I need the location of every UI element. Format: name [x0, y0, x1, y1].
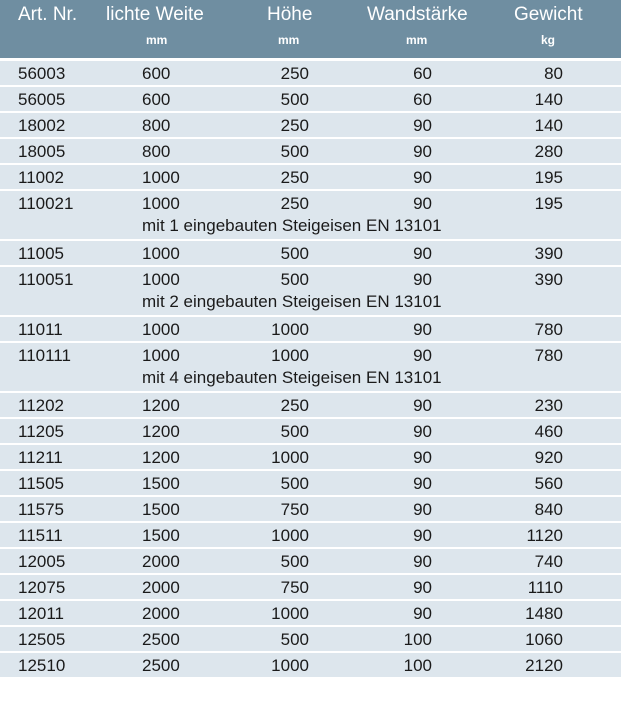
cell-hoehe: 250 — [280, 194, 309, 213]
table-row — [0, 653, 621, 679]
cell-lichte-weite: 1500 — [142, 526, 180, 545]
header-art-nr: Art. Nr. — [18, 4, 78, 25]
cell-lichte-weite: 1000 — [142, 320, 180, 339]
cell-lichte-weite: 2000 — [142, 552, 180, 571]
cell-art-nr: 11202 — [18, 396, 65, 415]
table-row — [0, 113, 621, 139]
cell-lichte-weite: 2500 — [142, 630, 180, 649]
cell-gewicht: 740 — [534, 552, 563, 571]
table-row — [0, 549, 621, 575]
cell-lichte-weite: 800 — [142, 116, 171, 135]
cell-wandstaerke: 100 — [403, 656, 432, 675]
cell-hoehe: 750 — [280, 578, 309, 597]
cell-lichte-weite: 600 — [142, 64, 171, 83]
cell-gewicht: 920 — [534, 448, 563, 467]
cell-wandstaerke: 90 — [413, 552, 432, 571]
table-row — [0, 317, 621, 343]
cell-wandstaerke: 90 — [413, 578, 432, 597]
cell-gewicht: 390 — [534, 244, 563, 263]
cell-art-nr: 110111 — [18, 346, 71, 365]
cell-art-nr: 18002 — [18, 116, 66, 135]
cell-wandstaerke: 90 — [413, 346, 432, 365]
cell-gewicht: 230 — [534, 396, 563, 415]
cell-note: mit 2 eingebauten Steigeisen EN 13101 — [142, 292, 442, 311]
cell-gewicht: 1060 — [525, 630, 563, 649]
cell-hoehe: 500 — [280, 552, 309, 571]
cell-gewicht: 390 — [534, 270, 563, 289]
header-gewicht: Gewicht — [514, 4, 583, 25]
cell-art-nr: 12005 — [18, 552, 66, 571]
cell-wandstaerke: 90 — [413, 604, 432, 623]
cell-gewicht: 1110 — [527, 578, 563, 597]
cell-gewicht: 460 — [534, 422, 563, 441]
cell-art-nr: 12510 — [18, 656, 66, 675]
table-row — [0, 61, 621, 87]
header-lichte-weite: lichte Weite — [106, 4, 204, 25]
cell-hoehe: 1000 — [271, 320, 309, 339]
cell-lichte-weite: 2500 — [142, 656, 180, 675]
cell-art-nr: 56003 — [18, 64, 66, 83]
table-row — [0, 191, 621, 241]
cell-hoehe: 250 — [280, 396, 309, 415]
cell-lichte-weite: 2000 — [142, 578, 180, 597]
cell-lichte-weite: 1500 — [142, 500, 180, 519]
cell-art-nr: 110021 — [18, 194, 74, 213]
cell-wandstaerke: 90 — [413, 270, 432, 289]
table-row — [0, 575, 621, 601]
cell-gewicht: 780 — [534, 320, 563, 339]
cell-hoehe: 500 — [280, 422, 309, 441]
table-row — [0, 601, 621, 627]
cell-art-nr: 12011 — [18, 604, 65, 623]
table-row — [0, 419, 621, 445]
cell-lichte-weite: 1200 — [142, 422, 180, 441]
cell-art-nr: 110051 — [18, 270, 74, 289]
cell-hoehe: 500 — [280, 244, 309, 263]
cell-gewicht: 80 — [544, 64, 563, 83]
cell-lichte-weite: 1000 — [142, 194, 180, 213]
cell-hoehe: 250 — [280, 64, 309, 83]
cell-gewicht: 140 — [534, 116, 563, 135]
cell-gewicht: 1480 — [525, 604, 563, 623]
cell-hoehe: 1000 — [271, 346, 309, 365]
cell-lichte-weite: 1500 — [142, 474, 180, 493]
cell-art-nr: 18005 — [18, 142, 66, 161]
cell-hoehe: 750 — [280, 500, 309, 519]
cell-note: mit 1 eingebauten Steigeisen EN 13101 — [142, 216, 442, 235]
cell-art-nr: 11005 — [18, 244, 65, 263]
cell-gewicht: 195 — [534, 168, 563, 187]
cell-art-nr: 11211 — [18, 448, 63, 467]
cell-art-nr: 11002 — [18, 168, 65, 187]
header-hoehe: Höhe — [267, 4, 313, 25]
header-gewicht-unit: kg — [541, 33, 556, 47]
cell-hoehe: 500 — [280, 474, 309, 493]
cell-art-nr: 11011 — [18, 320, 63, 339]
table-row — [0, 627, 621, 653]
cell-hoehe: 500 — [280, 90, 309, 109]
table-row — [0, 471, 621, 497]
header-wandstaerke-unit: mm — [406, 33, 428, 47]
table-row — [0, 241, 621, 267]
cell-art-nr: 11575 — [18, 500, 65, 519]
cell-wandstaerke: 90 — [413, 116, 432, 135]
cell-wandstaerke: 100 — [403, 630, 432, 649]
cell-gewicht: 840 — [534, 500, 563, 519]
cell-lichte-weite: 2000 — [142, 604, 180, 623]
cell-wandstaerke: 60 — [413, 64, 432, 83]
cell-hoehe: 500 — [280, 142, 309, 161]
table-row — [0, 497, 621, 523]
cell-hoehe: 1000 — [271, 448, 309, 467]
table-row — [0, 343, 621, 393]
header-hoehe-unit: mm — [278, 33, 300, 47]
cell-hoehe: 500 — [280, 270, 309, 289]
cell-lichte-weite: 1000 — [142, 244, 180, 263]
cell-art-nr: 11205 — [18, 422, 65, 441]
cell-gewicht: 560 — [534, 474, 563, 493]
cell-art-nr: 12505 — [18, 630, 66, 649]
cell-gewicht: 2120 — [525, 656, 563, 675]
header-lichte-weite-unit: mm — [146, 33, 168, 47]
table-row — [0, 523, 621, 549]
cell-art-nr: 12075 — [18, 578, 66, 597]
cell-art-nr: 56005 — [18, 90, 66, 109]
cell-wandstaerke: 90 — [413, 474, 432, 493]
cell-wandstaerke: 90 — [413, 168, 432, 187]
cell-art-nr: 11505 — [18, 474, 65, 493]
table-row — [0, 87, 621, 113]
cell-hoehe: 1000 — [271, 604, 309, 623]
cell-lichte-weite: 1000 — [142, 168, 180, 187]
cell-wandstaerke: 90 — [413, 396, 432, 415]
table-body — [0, 61, 621, 679]
cell-gewicht: 1120 — [526, 526, 563, 545]
cell-lichte-weite: 1200 — [142, 448, 180, 467]
cell-lichte-weite: 1000 — [142, 270, 180, 289]
cell-art-nr: 11511 — [18, 526, 63, 545]
cell-wandstaerke: 90 — [413, 142, 432, 161]
cell-hoehe: 1000 — [271, 656, 309, 675]
cell-wandstaerke: 60 — [413, 90, 432, 109]
cell-note: mit 4 eingebauten Steigeisen EN 13101 — [142, 368, 442, 387]
cell-lichte-weite: 600 — [142, 90, 171, 109]
table-header — [0, 0, 621, 61]
cell-wandstaerke: 90 — [413, 422, 432, 441]
cell-gewicht: 780 — [534, 346, 563, 365]
cell-wandstaerke: 90 — [413, 194, 432, 213]
cell-wandstaerke: 90 — [413, 320, 432, 339]
cell-gewicht: 280 — [534, 142, 563, 161]
table-row — [0, 445, 621, 471]
cell-hoehe: 250 — [280, 168, 309, 187]
cell-lichte-weite: 800 — [142, 142, 171, 161]
table-row — [0, 393, 621, 419]
cell-lichte-weite: 1200 — [142, 396, 180, 415]
table-row — [0, 267, 621, 317]
cell-hoehe: 500 — [280, 630, 309, 649]
cell-hoehe: 1000 — [271, 526, 309, 545]
cell-wandstaerke: 90 — [413, 526, 432, 545]
header-wandstaerke: Wandstärke — [367, 4, 468, 25]
cell-gewicht: 140 — [534, 90, 563, 109]
cell-gewicht: 195 — [534, 194, 563, 213]
cell-wandstaerke: 90 — [413, 500, 432, 519]
table-row — [0, 165, 621, 191]
cell-wandstaerke: 90 — [413, 448, 432, 467]
cell-wandstaerke: 90 — [413, 244, 432, 263]
cell-lichte-weite: 1000 — [142, 346, 180, 365]
cell-hoehe: 250 — [280, 116, 309, 135]
table-row — [0, 139, 621, 165]
